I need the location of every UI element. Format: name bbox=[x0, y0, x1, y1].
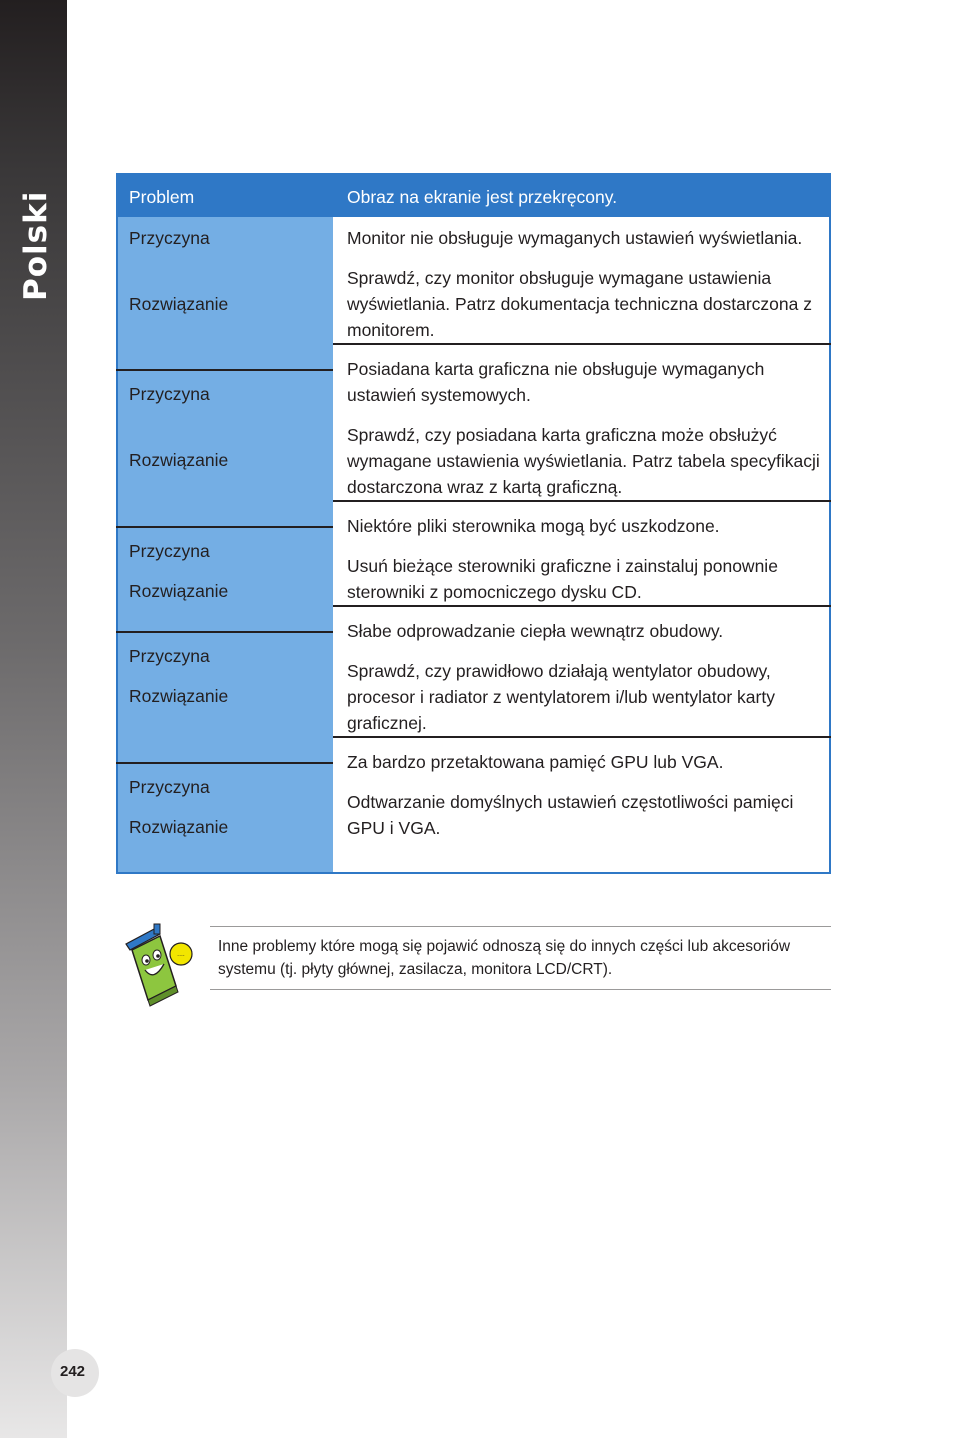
row-divider bbox=[333, 736, 831, 738]
troubleshooting-table bbox=[116, 173, 831, 874]
cause-label: Przyczyna bbox=[129, 646, 210, 666]
note-top-rule bbox=[210, 926, 831, 927]
problem-text: Obraz na ekranie jest przekręcony. bbox=[347, 187, 618, 207]
cause-text: Posiadana karta graficzna nie obsługuje wymaganych ustawień systemowych. bbox=[347, 359, 765, 405]
row-divider bbox=[333, 500, 831, 502]
cause-label: Przyczyna bbox=[129, 541, 210, 561]
table-header-row bbox=[116, 173, 831, 217]
note-bottom-rule bbox=[210, 989, 831, 990]
row-divider bbox=[116, 631, 333, 633]
cause-label: Przyczyna bbox=[129, 777, 210, 797]
graphics-card-mascot-icon bbox=[112, 922, 198, 1008]
row-divider bbox=[333, 343, 831, 345]
solution-label: Rozwiązanie bbox=[129, 686, 229, 706]
page-number: 242 bbox=[60, 1363, 86, 1380]
cause-text: Za bardzo przetaktowana pamięć GPU lub VGA. bbox=[347, 752, 724, 772]
solution-label: Rozwiązanie bbox=[129, 450, 229, 470]
problem-label: Problem bbox=[129, 187, 195, 207]
language-tab-label: Polski bbox=[18, 190, 54, 302]
cause-label: Przyczyna bbox=[129, 384, 210, 404]
row-divider bbox=[116, 369, 333, 371]
note-text: Inne problemy które mogą się pojawić odnoszą się do innych części lub akcesoriów systemu (tj. płyty głównej, zasilacza, monitora LCD/CRT). bbox=[218, 938, 791, 978]
solution-label: Rozwiązanie bbox=[129, 817, 229, 837]
cause-text: Niektóre pliki sterownika mogą być uszkodzone. bbox=[347, 516, 720, 536]
solution-text: Sprawdź, czy prawidłowo działają wentylator obudowy, procesor i radiator z wentylatorem i/lub wentylator karty graficznej. bbox=[347, 661, 775, 733]
solution-label: Rozwiązanie bbox=[129, 294, 229, 314]
row-divider bbox=[116, 762, 333, 764]
solution-text: Usuń bieżące sterowniki graficzne i zainstaluj ponownie sterowniki z pomocniczego dysku CD. bbox=[347, 556, 778, 602]
solution-text: Sprawdź, czy monitor obsługuje wymagane ustawienia wyświetlania. Patrz dokumentacja techniczna dostarczona z monitorem. bbox=[347, 268, 812, 340]
solution-text: Sprawdź, czy posiadana karta graficzna może obsłużyć wymagane ustawienia wyświetlania. Patrz tabela specyfikacji dostarczona wraz z kartą graficzną. bbox=[347, 425, 820, 497]
solution-label: Rozwiązanie bbox=[129, 581, 229, 601]
svg-text:....: .... bbox=[177, 951, 185, 958]
row-divider bbox=[333, 605, 831, 607]
solution-text: Odtwarzanie domyślnych ustawień częstotliwości pamięci GPU i VGA. bbox=[347, 792, 794, 838]
cause-label: Przyczyna bbox=[129, 228, 210, 248]
cause-text: Słabe odprowadzanie ciepła wewnątrz obudowy. bbox=[347, 621, 724, 641]
row-divider bbox=[116, 526, 333, 528]
cause-text: Monitor nie obsługuje wymaganych ustawień wyświetlania. bbox=[347, 228, 803, 248]
